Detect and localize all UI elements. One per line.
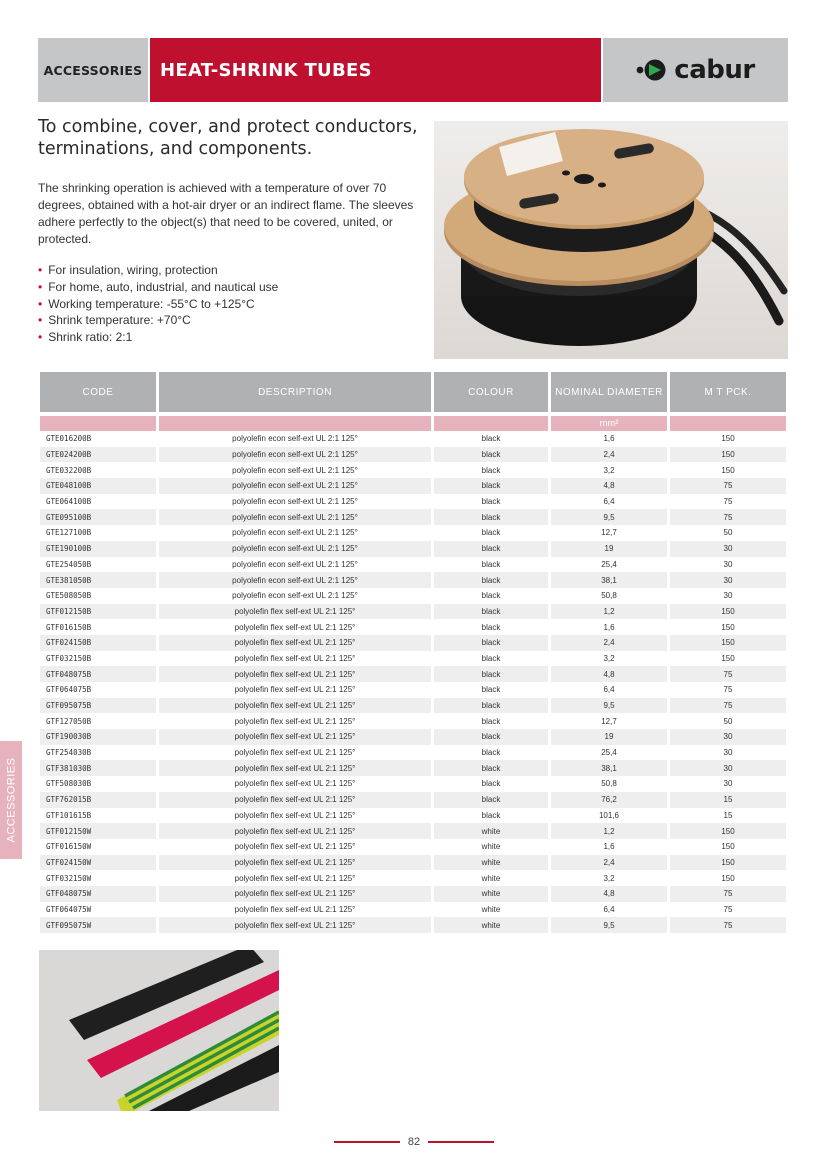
unit-cell [40,412,156,431]
feature-item: • Shrink ratio: 2:1 [38,329,418,346]
code-cell: GTF190030B [40,729,156,745]
pack-cell: 30 [670,541,786,557]
table-row [40,572,786,588]
code-cell: GTF095075B [40,698,156,714]
diameter-cell: 25,4 [551,557,667,573]
colour-cell: black [434,776,548,792]
description-cell: polyolefin flex self-ext UL 2:1 125° [159,713,431,729]
colour-cell: black [434,447,548,463]
colour-cell: black [434,651,548,667]
code-cell: GTF127050B [40,713,156,729]
pack-cell: 30 [670,588,786,604]
diameter-cell: 19 [551,729,667,745]
feature-list [38,262,418,346]
code-cell: GTE032200B [40,462,156,478]
pack-cell: 30 [670,729,786,745]
colour-cell: white [434,823,548,839]
description-cell: polyolefin flex self-ext UL 2:1 125° [159,776,431,792]
table-units-row [40,412,786,431]
code-cell: GTF032150B [40,651,156,667]
side-section-tab [0,741,22,859]
section-label-box [38,38,148,102]
table-row [40,666,786,682]
code-cell: GTF381030B [40,760,156,776]
table-row [40,541,786,557]
colour-cell: black [434,525,548,541]
diameter-cell: 1,2 [551,823,667,839]
pack-cell: 150 [670,619,786,635]
footer-divider [428,1141,494,1143]
description-cell: polyolefin flex self-ext UL 2:1 125° [159,651,431,667]
description-cell: polyolefin flex self-ext UL 2:1 125° [159,792,431,808]
diameter-cell: 101,6 [551,808,667,824]
logo-box [603,38,788,102]
colour-cell: black [434,572,548,588]
pack-cell: 30 [670,557,786,573]
description-cell: polyolefin econ self-ext UL 2:1 125° [159,557,431,573]
code-cell: GTE381050B [40,572,156,588]
diameter-cell: 6,4 [551,494,667,510]
table-row [40,619,786,635]
table-row [40,509,786,525]
colour-cell: black [434,698,548,714]
pack-cell: 50 [670,713,786,729]
pack-cell: 150 [670,651,786,667]
colour-cell: black [434,808,548,824]
colour-cell: black [434,745,548,761]
description-cell: polyolefin flex self-ext UL 2:1 125° [159,870,431,886]
table-row [40,760,786,776]
colour-cell: white [434,870,548,886]
table-row [40,776,786,792]
description-cell: polyolefin econ self-ext UL 2:1 125° [159,572,431,588]
table-row [40,462,786,478]
table-row [40,870,786,886]
pack-cell: 30 [670,760,786,776]
diameter-cell: 3,2 [551,870,667,886]
diameter-cell: 2,4 [551,635,667,651]
colour-cell: black [434,588,548,604]
pack-cell: 30 [670,776,786,792]
diameter-cell: 9,5 [551,917,667,933]
colour-cell: black [434,619,548,635]
pack-cell: 75 [670,902,786,918]
cabur-logo-mark-icon [636,58,670,82]
colour-cell: white [434,917,548,933]
colour-cell: white [434,839,548,855]
code-cell: GTF095075W [40,917,156,933]
product-table [37,372,789,933]
table-row [40,808,786,824]
feature-item: • For insulation, wiring, protection [38,262,418,279]
description-cell: polyolefin econ self-ext UL 2:1 125° [159,541,431,557]
diameter-cell: 3,2 [551,651,667,667]
pack-cell: 30 [670,572,786,588]
code-cell: GTF762015B [40,792,156,808]
intro-headline: To combine, cover, and protect conductors, terminations, and components. [38,117,418,159]
diameter-cell: 9,5 [551,509,667,525]
pack-cell: 75 [670,509,786,525]
description-cell: polyolefin econ self-ext UL 2:1 125° [159,447,431,463]
colour-cell: black [434,635,548,651]
column-header-pack: M T PCK. [670,372,786,412]
table-row [40,855,786,871]
diameter-cell: 2,4 [551,855,667,871]
code-cell: GTF016150W [40,839,156,855]
table-row [40,604,786,620]
table-row [40,886,786,902]
table-row [40,839,786,855]
diameter-cell: 2,4 [551,447,667,463]
pack-cell: 150 [670,447,786,463]
description-cell: polyolefin econ self-ext UL 2:1 125° [159,431,431,447]
description-cell: polyolefin flex self-ext UL 2:1 125° [159,808,431,824]
colored-tubes-photo [39,950,279,1111]
diameter-cell: 9,5 [551,698,667,714]
colour-cell: white [434,902,548,918]
table-row [40,651,786,667]
description-cell: polyolefin econ self-ext UL 2:1 125° [159,509,431,525]
code-cell: GTE064100B [40,494,156,510]
code-cell: GTF024150B [40,635,156,651]
code-cell: GTF012150B [40,604,156,620]
code-cell: GTF012150W [40,823,156,839]
table-row [40,478,786,494]
footer-divider [334,1141,400,1143]
description-cell: polyolefin flex self-ext UL 2:1 125° [159,729,431,745]
code-cell: GTE254050B [40,557,156,573]
diameter-cell: 50,8 [551,588,667,604]
column-header-description: DESCRIPTION [159,372,431,412]
code-cell: GTF508030B [40,776,156,792]
code-cell: GTF032150W [40,870,156,886]
diameter-cell: 3,2 [551,462,667,478]
pack-cell: 75 [670,666,786,682]
logo-text: cabur [674,55,755,85]
pack-cell: 75 [670,494,786,510]
description-cell: polyolefin econ self-ext UL 2:1 125° [159,478,431,494]
table-row [40,494,786,510]
code-cell: GTE127100B [40,525,156,541]
unit-cell: mm² [551,412,667,431]
code-cell: GTE508050B [40,588,156,604]
pack-cell: 15 [670,792,786,808]
code-cell: GTE190100B [40,541,156,557]
colour-cell: black [434,713,548,729]
feature-item: • For home, auto, industrial, and nautical use [38,279,418,296]
pack-cell: 150 [670,839,786,855]
unit-cell [670,412,786,431]
description-cell: polyolefin econ self-ext UL 2:1 125° [159,525,431,541]
table-row [40,588,786,604]
page-title: HEAT-SHRINK TUBES [160,59,372,81]
description-cell: polyolefin econ self-ext UL 2:1 125° [159,494,431,510]
description-cell: polyolefin flex self-ext UL 2:1 125° [159,682,431,698]
table-header-row [40,372,786,412]
colour-cell: white [434,855,548,871]
diameter-cell: 1,6 [551,619,667,635]
colour-cell: black [434,494,548,510]
column-header-colour: COLOUR [434,372,548,412]
description-cell: polyolefin flex self-ext UL 2:1 125° [159,886,431,902]
description-cell: polyolefin flex self-ext UL 2:1 125° [159,619,431,635]
colour-cell: black [434,509,548,525]
colour-cell: black [434,792,548,808]
pack-cell: 150 [670,855,786,871]
table-row [40,682,786,698]
table-row [40,713,786,729]
table-row [40,557,786,573]
table-row [40,729,786,745]
table-row [40,447,786,463]
pack-cell: 75 [670,698,786,714]
intro-body: The shrinking operation is achieved with a temperature of over 70 degrees, obtained with a hot-air dryer or an indirect flame. The sleeves adhere perfectly to the object(s) that need to be covered, united, or protected. [38,181,414,246]
intro-section [38,116,418,346]
diameter-cell: 1,6 [551,839,667,855]
colour-cell: black [434,557,548,573]
description-cell: polyolefin flex self-ext UL 2:1 125° [159,698,431,714]
diameter-cell: 1,6 [551,431,667,447]
description-cell: polyolefin flex self-ext UL 2:1 125° [159,855,431,871]
diameter-cell: 12,7 [551,525,667,541]
table-row [40,698,786,714]
pack-cell: 150 [670,870,786,886]
pack-cell: 150 [670,462,786,478]
description-cell: polyolefin flex self-ext UL 2:1 125° [159,604,431,620]
code-cell: GTF101615B [40,808,156,824]
code-cell: GTF048075W [40,886,156,902]
table-row [40,635,786,651]
diameter-cell: 4,8 [551,478,667,494]
section-label: ACCESSORIES [43,62,143,78]
diameter-cell: 38,1 [551,572,667,588]
code-cell: GTF064075B [40,682,156,698]
code-cell: GTE016200B [40,431,156,447]
colour-cell: black [434,666,548,682]
diameter-cell: 76,2 [551,792,667,808]
pack-cell: 75 [670,917,786,933]
description-cell: polyolefin flex self-ext UL 2:1 125° [159,745,431,761]
unit-cell [159,412,431,431]
feature-item: • Shrink temperature: +70°C [38,312,418,329]
table-row [40,917,786,933]
table-row [40,525,786,541]
diameter-cell: 4,8 [551,886,667,902]
colour-cell: black [434,604,548,620]
code-cell: GTF024150W [40,855,156,871]
code-cell: GTF016150B [40,619,156,635]
code-cell: GTE048100B [40,478,156,494]
diameter-cell: 4,8 [551,666,667,682]
pack-cell: 150 [670,635,786,651]
diameter-cell: 19 [551,541,667,557]
column-header-nominal-diameter: NOMINAL DIAMETER [551,372,667,412]
diameter-cell: 12,7 [551,713,667,729]
pack-cell: 150 [670,604,786,620]
code-cell: GTF254030B [40,745,156,761]
colour-cell: black [434,462,548,478]
description-cell: polyolefin flex self-ext UL 2:1 125° [159,666,431,682]
pack-cell: 50 [670,525,786,541]
code-cell: GTF048075B [40,666,156,682]
description-cell: polyolefin flex self-ext UL 2:1 125° [159,760,431,776]
cabur-logo [636,55,754,85]
page-number: 82 [407,1136,421,1148]
description-cell: polyolefin econ self-ext UL 2:1 125° [159,462,431,478]
column-header-code: CODE [40,372,156,412]
table-row [40,792,786,808]
colour-cell: black [434,760,548,776]
diameter-cell: 6,4 [551,902,667,918]
description-cell: polyolefin flex self-ext UL 2:1 125° [159,823,431,839]
pack-cell: 75 [670,682,786,698]
page-title-box [150,38,601,102]
description-cell: polyolefin flex self-ext UL 2:1 125° [159,917,431,933]
table-row [40,431,786,447]
diameter-cell: 50,8 [551,776,667,792]
diameter-cell: 1,2 [551,604,667,620]
pack-cell: 75 [670,886,786,902]
pack-cell: 30 [670,745,786,761]
diameter-cell: 6,4 [551,682,667,698]
colour-cell: black [434,478,548,494]
colour-cell: black [434,431,548,447]
description-cell: polyolefin flex self-ext UL 2:1 125° [159,635,431,651]
code-cell: GTF064075W [40,902,156,918]
pack-cell: 15 [670,808,786,824]
description-cell: polyolefin econ self-ext UL 2:1 125° [159,588,431,604]
side-section-label: ACCESSORIES [5,757,17,843]
description-cell: polyolefin flex self-ext UL 2:1 125° [159,902,431,918]
unit-cell [434,412,548,431]
diameter-cell: 25,4 [551,745,667,761]
colour-cell: black [434,682,548,698]
pack-cell: 150 [670,823,786,839]
table-row [40,823,786,839]
description-cell: polyolefin flex self-ext UL 2:1 125° [159,839,431,855]
spool-product-photo [434,121,788,359]
page-footer [334,1134,494,1150]
table-row [40,745,786,761]
feature-item: • Working temperature: -55°C to +125°C [38,296,418,313]
code-cell: GTE024200B [40,447,156,463]
diameter-cell: 38,1 [551,760,667,776]
pack-cell: 150 [670,431,786,447]
table-row [40,902,786,918]
colour-cell: white [434,886,548,902]
colour-cell: black [434,729,548,745]
pack-cell: 75 [670,478,786,494]
code-cell: GTE095100B [40,509,156,525]
colour-cell: black [434,541,548,557]
